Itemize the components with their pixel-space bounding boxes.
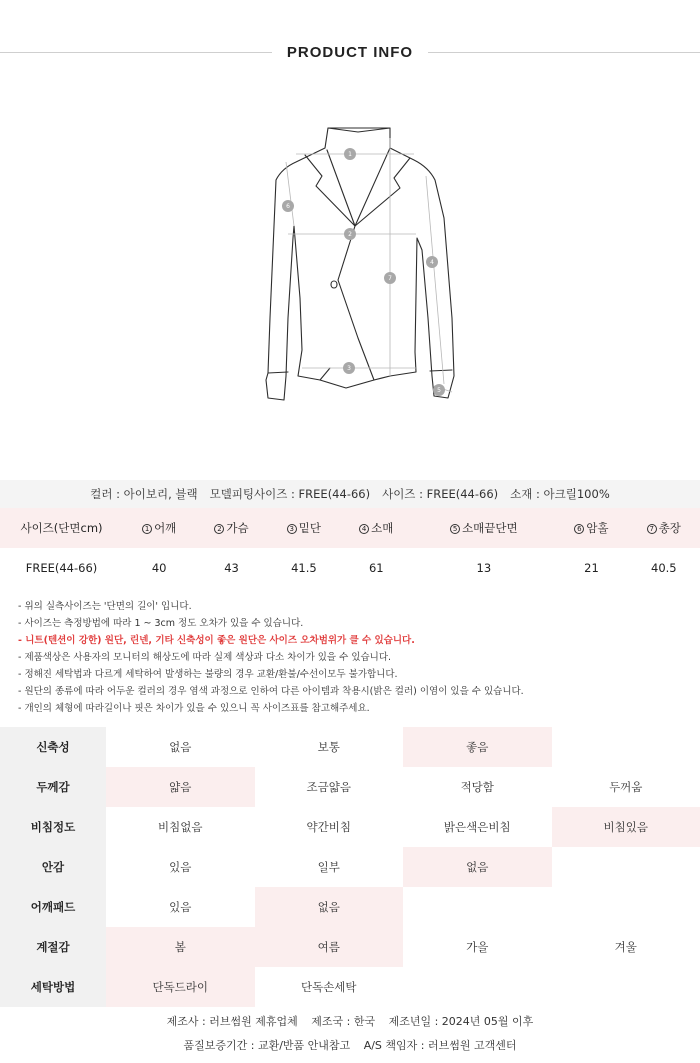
property-option-selected: 단독드라이 [106, 967, 255, 1007]
warranty-info: 품질보증기간 : 교환/반품 안내참고 [183, 1039, 351, 1052]
size-header-chest: 2 가슴 [195, 508, 267, 548]
property-option-empty [403, 967, 552, 1007]
property-row-shoulder-pad [0, 887, 700, 927]
property-label: 두께감 [0, 767, 106, 807]
fabric-properties-table [0, 727, 700, 1007]
property-label: 신축성 [0, 727, 106, 767]
note-item: - 위의 실측사이즈는 '단면의 길이' 입니다. [18, 601, 192, 612]
header-divider-left [0, 52, 272, 53]
property-option-empty [403, 887, 552, 927]
color-info: 컬러 : 아이보리, 블랙 [90, 487, 198, 501]
marker-1: 1 [348, 151, 352, 158]
maker-info: 제조사 : 러브썸원 제휴업체 [166, 1015, 298, 1028]
property-row-washing [0, 967, 700, 1007]
property-row-stretch [0, 727, 700, 767]
model-size-info: 모델피팅사이즈 : FREE(44-66) [209, 487, 371, 501]
property-row-thickness [0, 767, 700, 807]
marker-5: 5 [437, 387, 441, 394]
date-info: 제조년일 : 2024년 05월 이후 [388, 1015, 534, 1028]
property-option: 적당함 [460, 780, 494, 794]
material-info: 소재 : 아크릴100% [510, 487, 610, 501]
property-label: 비침정도 [0, 807, 106, 847]
marker-4: 4 [430, 259, 434, 266]
marker-6: 6 [286, 203, 290, 210]
number-7-badge: 7 [647, 524, 657, 534]
property-option: 밝은색은비침 [443, 820, 511, 834]
property-option: 없음 [169, 740, 192, 754]
property-option-empty [552, 887, 700, 927]
property-option: 있음 [169, 860, 192, 874]
property-option: 단독손세탁 [300, 980, 357, 994]
size-header-hem: 3 밑단 [268, 508, 340, 548]
as-info: A/S 책임자 : 러브썸원 고객센터 [363, 1039, 517, 1052]
property-option: 비침없음 [158, 820, 203, 834]
property-option: 일부 [317, 860, 340, 874]
property-label: 세탁방법 [0, 967, 106, 1007]
property-option-selected: 봄 [106, 927, 255, 967]
property-option-empty [552, 847, 700, 887]
size-table-row [0, 548, 700, 588]
number-2-badge: 2 [214, 524, 224, 534]
property-option: 가을 [466, 940, 489, 954]
size-header-cuff: 5 소매끝단면 [412, 508, 555, 548]
note-item: - 개인의 체형에 따라길이나 핏은 차이가 있을 수 있으니 꼭 사이즈표를 참고해주세요. [18, 703, 370, 714]
number-4-badge: 4 [359, 524, 369, 534]
property-option-selected: 없음 [403, 847, 552, 887]
size-table-header [0, 508, 700, 548]
size-cell: 41.5 [291, 561, 317, 575]
property-option-selected: 여름 [255, 927, 404, 967]
property-row-lining [0, 847, 700, 887]
property-option-selected: 비침있음 [552, 807, 700, 847]
marker-3: 3 [347, 365, 351, 372]
property-option: 겨울 [614, 940, 637, 954]
property-row-sheerness [0, 807, 700, 847]
size-cell: 13 [476, 561, 492, 575]
number-6-badge: 6 [574, 524, 584, 534]
size-cell: 40 [151, 561, 167, 575]
property-option-selected: 좋음 [403, 727, 552, 767]
property-option-selected: 없음 [255, 887, 404, 927]
property-option-empty [552, 967, 700, 1007]
size-cell: 43 [224, 561, 239, 575]
property-option: 보통 [317, 740, 340, 754]
size-notes [18, 598, 688, 717]
property-label: 계절감 [0, 927, 106, 967]
number-5-badge: 5 [450, 524, 460, 534]
product-summary [0, 480, 700, 508]
size-info: 사이즈 : FREE(44-66) [382, 487, 499, 501]
property-option-empty [552, 727, 700, 767]
size-header-label: 사이즈(단면cm) [0, 508, 123, 548]
size-cell: 61 [368, 561, 384, 575]
marker-2: 2 [348, 231, 352, 238]
size-header-length: 7 총장 [628, 508, 700, 548]
note-item: - 사이즈는 측정방법에 따라 1 ~ 3cm 정도 오차가 있을 수 있습니다. [18, 618, 304, 629]
property-option: 약간비침 [306, 820, 351, 834]
section-header [0, 40, 700, 64]
footer-row [0, 1010, 700, 1034]
footer-row [0, 1034, 700, 1058]
size-table [0, 508, 700, 588]
property-option: 있음 [169, 900, 192, 914]
country-info: 제조국 : 한국 [311, 1015, 376, 1028]
size-cell: 40.5 [651, 561, 677, 575]
property-label: 어깨패드 [0, 887, 106, 927]
number-1-badge: 1 [142, 524, 152, 534]
jacket-measurement-diagram [230, 118, 470, 418]
property-option: 두꺼움 [609, 780, 643, 794]
manufacturer-info [0, 1010, 700, 1058]
header-divider-right [428, 52, 700, 53]
property-label: 안감 [0, 847, 106, 887]
marker-7: 7 [388, 275, 392, 282]
note-item: - 원단의 종류에 따라 어두운 컬러의 경우 염색 과정으로 인하여 다른 아이템과 착용시(밝은 컬러) 이염이 있을 수 있습니다. [18, 686, 524, 697]
note-item: - 정해진 세탁법과 다르게 세탁하여 발생하는 불량의 경우 교환/환불/수선이모두 불가합니다. [18, 669, 398, 680]
property-option: 조금얇음 [306, 780, 351, 794]
size-cell: 21 [584, 561, 599, 575]
size-header-sleeve: 4 소매 [340, 508, 412, 548]
note-item: - 제품색상은 사용자의 모니터의 해상도에 따라 실제 색상과 다소 차이가 있을 수 있습니다. [18, 652, 392, 663]
number-3-badge: 3 [287, 524, 297, 534]
size-cell: FREE(44-66) [25, 561, 98, 575]
property-option-selected: 얇음 [106, 767, 255, 807]
note-item-warning: - 니트(텐션이 강한) 원단, 린넨, 기타 신축성이 좋은 원단은 사이즈 오차범위가 클 수 있습니다. [18, 635, 415, 646]
page-title: PRODUCT INFO [286, 44, 414, 61]
size-header-shoulder: 1 어깨 [123, 508, 195, 548]
size-header-armhole: 6 암홀 [555, 508, 627, 548]
property-row-season [0, 927, 700, 967]
